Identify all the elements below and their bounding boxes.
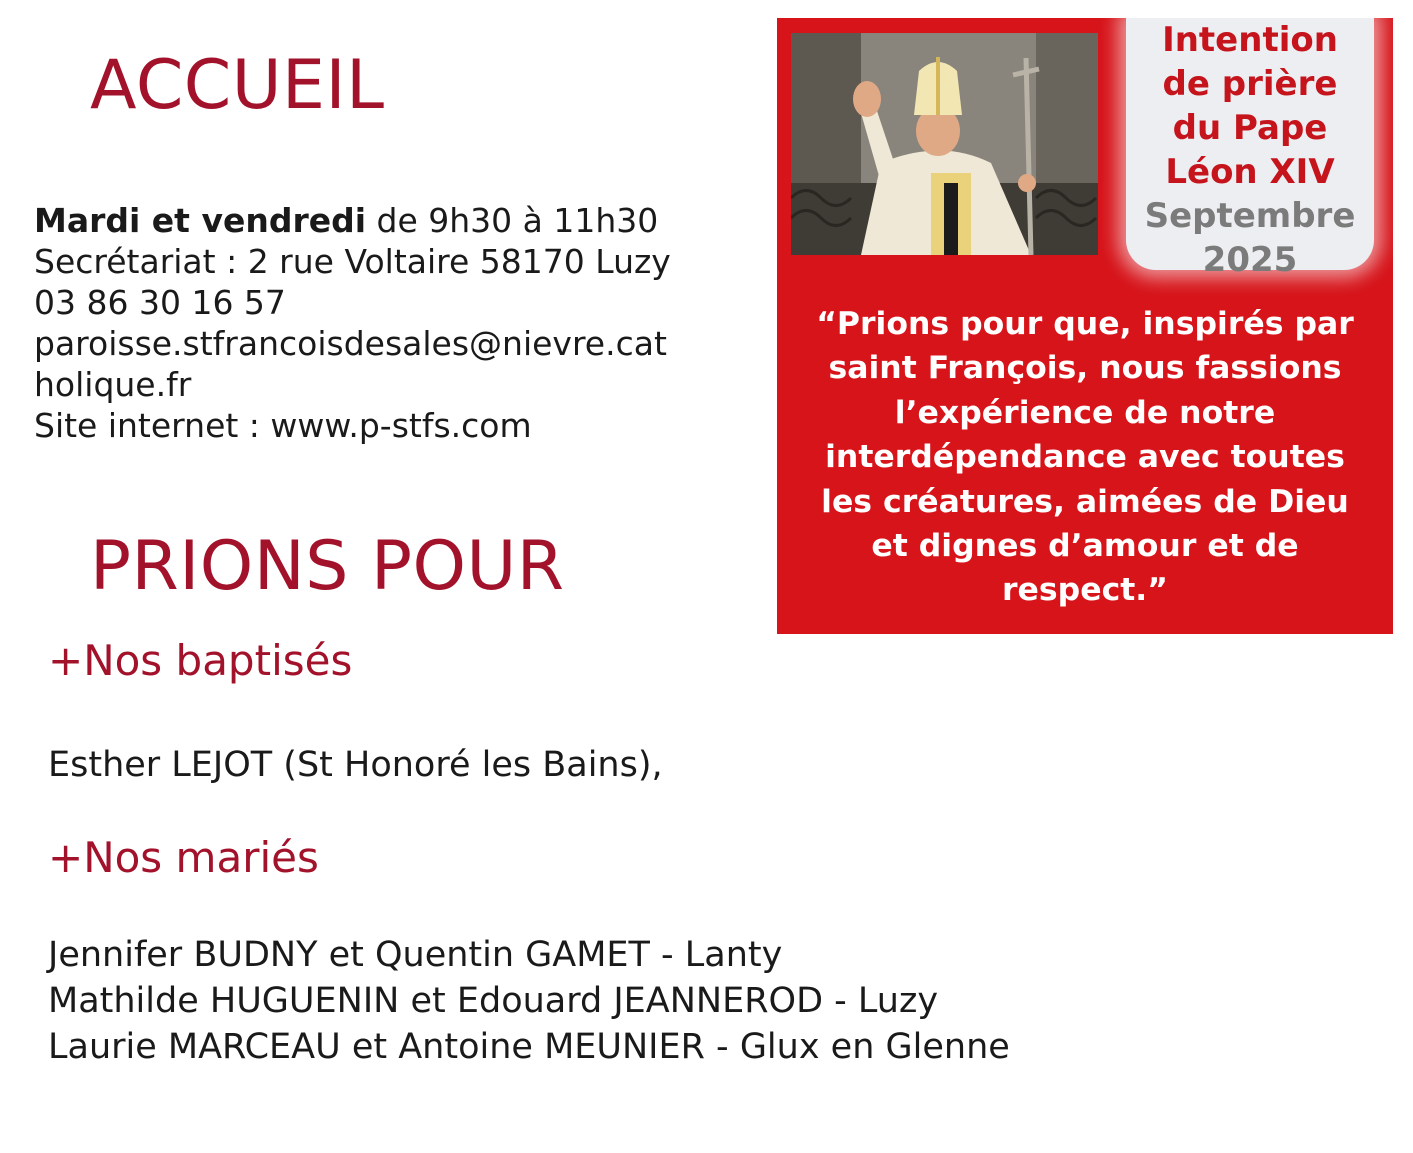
quote-line: et dignes d’amour et de: [871, 528, 1299, 565]
quote-line: l’expérience de notre: [894, 394, 1276, 431]
prayer-intention-poster: [777, 18, 1393, 634]
list-item: Laurie MARCEAU et Antoine MEUNIER - Glux en Glenne: [48, 1027, 1010, 1067]
maries-list: [48, 932, 1010, 1070]
intention-line: Intention: [1162, 20, 1338, 60]
baptises-heading: +Nos baptisés: [48, 636, 353, 685]
quote-line: respect.”: [1002, 572, 1168, 609]
email-address-part2[interactable]: holique.fr: [34, 365, 192, 404]
secretariat-address: Secrétariat : 2 rue Voltaire 58170 Luzy: [34, 242, 671, 281]
phone-number[interactable]: 03 86 30 16 57: [34, 283, 286, 322]
quote-line: “Prions pour que, inspirés par: [816, 306, 1354, 342]
intention-month: Septembre: [1144, 196, 1356, 236]
baptises-list: [48, 742, 663, 788]
list-item: Mathilde HUGUENIN et Edouard JEANNEROD - Luzy: [48, 981, 939, 1021]
list-item: Jennifer BUDNY et Quentin GAMET - Lanty: [48, 935, 783, 975]
email-address-part1[interactable]: paroisse.stfrancoisdesales@nievre.cat: [34, 324, 667, 363]
opening-days: Mardi et vendredi: [34, 201, 367, 240]
pope-photo-illustration: [791, 33, 1098, 255]
prayer-quote: [797, 302, 1373, 613]
opening-hours: [34, 200, 671, 241]
opening-time: de 9h30 à 11h30: [366, 201, 659, 240]
quote-line: interdépendance avec toutes: [825, 439, 1345, 476]
quote-line: les créatures, aimées de Dieu: [821, 483, 1349, 520]
prions-pour-heading: PRIONS POUR: [90, 527, 565, 606]
intention-line: Léon XIV: [1165, 152, 1335, 192]
maries-heading: +Nos mariés: [48, 833, 319, 882]
intention-year: 2025: [1202, 240, 1298, 280]
quote-line: saint François, nous fassions: [828, 350, 1342, 387]
contact-block: [34, 200, 671, 446]
list-item: Esther LEJOT (St Honoré les Bains),: [48, 745, 663, 785]
intention-line: du Pape: [1172, 108, 1328, 148]
intention-line: de prière: [1162, 64, 1338, 104]
website-link[interactable]: Site internet : www.p-stfs.com: [34, 406, 532, 445]
intention-title-box: [1126, 18, 1374, 280]
pope-photo: [791, 33, 1098, 255]
accueil-heading: ACCUEIL: [90, 46, 385, 125]
